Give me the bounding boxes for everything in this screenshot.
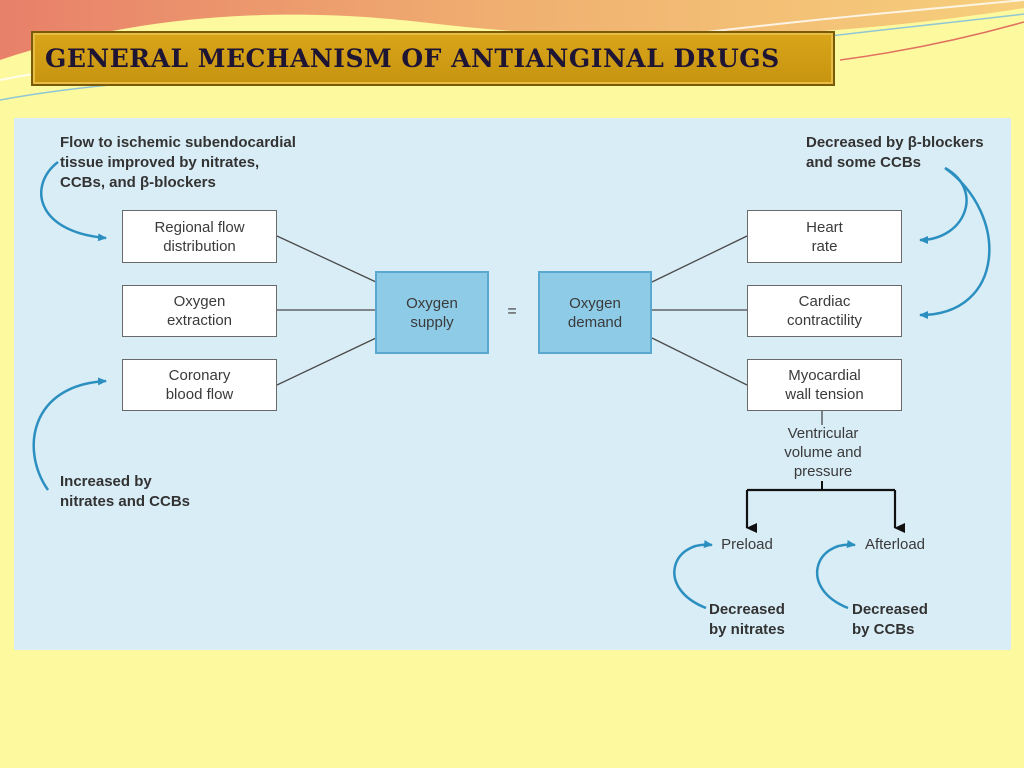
flow-improved-note: Flow to ischemic subendocardial tissue improved by nitrates, CCBs, and β-blockers xyxy=(60,134,296,191)
increased-by-note: Increased by nitrates and CCBs xyxy=(60,473,191,510)
decreased-by-nitrates-note: Decreased by nitrates xyxy=(709,601,785,638)
preload-label: Preload xyxy=(721,536,773,553)
myocardial-wall-tension-box: Myocardial wall tension xyxy=(747,359,902,411)
coronary-blood-flow-box: Coronary blood flow xyxy=(122,359,277,411)
decreased-by-ccbs-note: Decreased by CCBs xyxy=(852,601,928,638)
afterload-label: Afterload xyxy=(864,536,926,553)
decreased-by-beta-blockers-note: Decreased by β-blockers and some CCBs xyxy=(806,134,984,171)
equals-sign: = xyxy=(507,303,517,320)
ventricular-volume-label: Ventricular volume and pressure xyxy=(784,425,862,480)
oxygen-extraction-box: Oxygen extraction xyxy=(122,285,277,337)
slide-title: GENERAL MECHANISM OF ANTIANGINAL DRUGS xyxy=(45,44,780,73)
heart-rate-box: Heart rate xyxy=(747,210,902,263)
oxygen-demand-box: Oxygen demand xyxy=(538,271,652,354)
oxygen-supply-box: Oxygen supply xyxy=(375,271,489,354)
cardiac-contractility-box: Cardiac contractility xyxy=(747,285,902,337)
regional-flow-box: Regional flow distribution xyxy=(122,210,277,263)
